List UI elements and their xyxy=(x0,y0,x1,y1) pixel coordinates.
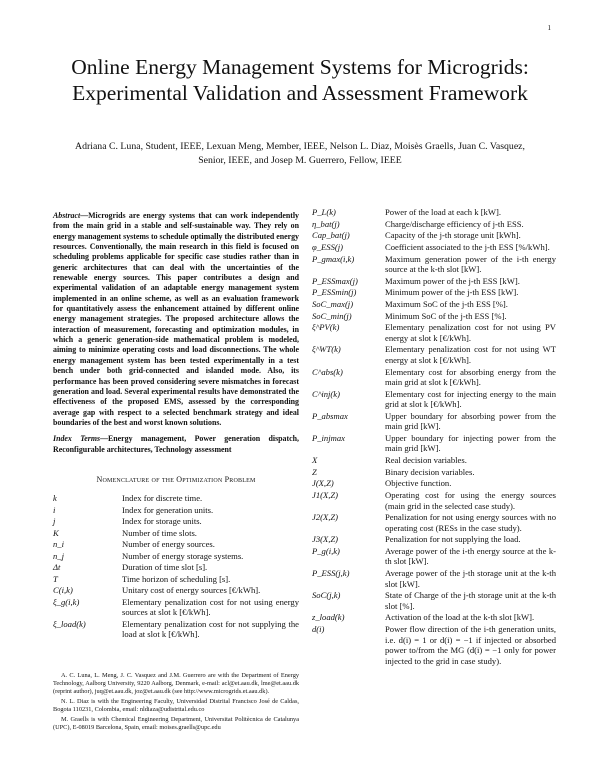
nomenclature-symbol: ξ_load(k) xyxy=(53,618,86,629)
nomenclature-row xyxy=(312,624,556,666)
nomenclature-row xyxy=(312,389,556,410)
nomenclature-definition: Number of energy storage systems. xyxy=(122,550,244,561)
nomenclature-row xyxy=(312,467,556,478)
nomenclature-definition: Elementary penalization cost for not using PV energy at slot k [€/kWh]. xyxy=(385,322,556,343)
nomenclature-symbol: T xyxy=(53,573,58,584)
nomenclature-row xyxy=(312,287,556,298)
nomenclature-symbol: J3(X,Z) xyxy=(312,534,339,545)
nomenclature-symbol: j xyxy=(53,516,56,527)
nomenclature-row xyxy=(312,534,556,545)
nomenclature-definition: Minimum power of the j-th ESS [kW]. xyxy=(385,287,519,298)
nomenclature-row xyxy=(312,367,556,388)
left-column xyxy=(53,211,299,641)
nomenclature-definition: Capacity of the j-th storage unit [kWh]. xyxy=(385,230,521,241)
nomenclature-symbol: ξ^PV(k) xyxy=(312,322,340,333)
nomenclature-row xyxy=(53,619,299,640)
nomenclature-definition: Maximum generation power of the i-th energy source at the k-th slot [kW]. xyxy=(385,253,556,275)
nomenclature-definition: Elementary penalization cost for not supplying the load at slot k [€/kWh]. xyxy=(122,618,299,640)
nomenclature-symbol: n_j xyxy=(53,550,64,561)
nomenclature-row xyxy=(53,528,299,539)
nomenclature-row xyxy=(312,254,556,275)
nomenclature-definition: Elementary penalization cost for not using WT energy at slot k [€/kWh]. xyxy=(385,344,556,365)
nomenclature-row xyxy=(53,574,299,585)
nomenclature-symbol: P_injmax xyxy=(312,432,345,443)
page-number: 1 xyxy=(547,24,551,32)
nomenclature-definition: Real decision variables. xyxy=(385,455,467,466)
nomenclature-symbol: P_ESS(j,k) xyxy=(312,568,350,579)
nomenclature-row xyxy=(312,546,556,567)
nomenclature-symbol: P_ESSmax(j) xyxy=(312,275,358,286)
nomenclature-symbol: SoC_min(j) xyxy=(312,310,352,321)
index-terms-label: Index Terms xyxy=(53,434,101,444)
nomenclature-row xyxy=(312,612,556,623)
nomenclature-row xyxy=(53,585,299,596)
nomenclature-definition: Maximum power of the j-th ESS [kW]. xyxy=(385,275,520,286)
nomenclature-row xyxy=(312,242,556,253)
nomenclature-heading: Nomenclature of the Optimization Problem xyxy=(96,474,256,484)
nomenclature-symbol: ξ^WT(k) xyxy=(312,344,341,355)
nomenclature-symbol: K xyxy=(53,527,59,538)
nomenclature-symbol: P_gmax(i,k) xyxy=(312,253,355,264)
nomenclature-row xyxy=(312,433,556,454)
nomenclature-row xyxy=(312,230,556,241)
nomenclature-definition: Index for discrete time. xyxy=(122,493,203,504)
nomenclature-symbol: η_bat(j) xyxy=(312,218,340,229)
nomenclature-symbol: Cap_bat(j) xyxy=(312,230,350,241)
nomenclature-symbol: SoC_max(j) xyxy=(312,298,354,309)
nomenclature-symbol: n_i xyxy=(53,539,64,550)
nomenclature-row xyxy=(312,512,556,533)
nomenclature-definition: Number of energy sources. xyxy=(122,539,215,550)
nomenclature-row xyxy=(312,311,556,322)
nomenclature-symbol: d(i) xyxy=(312,624,325,635)
author-list: Adriana C. Luna, Student, IEEE, Lexuan Meng, Member, IEEE, Nelson L. Diaz, Moisès Graells, Juan C. Vasquez, Senior, IEEE, and Josep M. Guerrero, Fellow, IEEE xyxy=(75,141,525,166)
nomenclature-definition: Upper boundary for absorbing power from the main grid [kW]. xyxy=(385,410,556,432)
nomenclature-definition: Elementary penalization cost for not using energy sources at slot k [€/kWh]. xyxy=(122,596,299,618)
nomenclature-symbol: C^abs(k) xyxy=(312,366,343,377)
nomenclature-definition: Charge/discharge efficiency of j-th ESS. xyxy=(385,218,524,229)
nomenclature-definition: Upper boundary for injecting power from the main grid [kW]. xyxy=(385,432,556,454)
nomenclature-definition: Power flow direction of the i-th generation units, i.e. d(i) = 1 or d(i) = −1 if injected or absorbed power to/from the MG (d(i) = −1 only for power injected to the grid in case study). xyxy=(385,624,556,666)
nomenclature-symbol: P_ESSmin(j) xyxy=(312,287,357,298)
nomenclature-row xyxy=(312,322,556,343)
index-terms-text: —Energy management, Power generation dispatch, Reconfigurable architectures, Technology assessment xyxy=(53,434,299,454)
nomenclature-definition: Index for generation units. xyxy=(122,504,214,515)
nomenclature-symbol: i xyxy=(53,504,56,515)
nomenclature-row xyxy=(312,568,556,589)
nomenclature-definition: Maximum SoC of the j-th ESS [%]. xyxy=(385,298,508,309)
nomenclature-definition: Power of the load at each k [kW]. xyxy=(385,207,501,217)
nomenclature-row xyxy=(312,411,556,432)
nomenclature-symbol: SoC(j,k) xyxy=(312,590,341,601)
nomenclature-row xyxy=(312,276,556,287)
nomenclature-definition: Minimum SoC of the j-th ESS [%]. xyxy=(385,310,507,321)
nomenclature-symbol: Z xyxy=(312,466,317,477)
nomenclature-symbol: J2(X,Z) xyxy=(312,512,339,523)
nomenclature-row xyxy=(312,207,556,218)
nomenclature-row xyxy=(53,562,299,573)
nomenclature-row xyxy=(312,478,556,489)
nomenclature-symbol: C^inj(k) xyxy=(312,388,340,399)
nomenclature-definition: Penalization for not supplying the load. xyxy=(385,534,521,545)
nomenclature-symbol: P_absmax xyxy=(312,410,348,421)
nomenclature-definition: Index for storage units. xyxy=(122,516,202,527)
nomenclature-row xyxy=(53,551,299,562)
nomenclature-left-list xyxy=(53,493,299,640)
nomenclature-symbol: J1(X,Z) xyxy=(312,490,339,501)
nomenclature-symbol: P_L(k) xyxy=(312,207,336,217)
nomenclature-row xyxy=(312,219,556,230)
nomenclature-symbol: J(X,Z) xyxy=(312,478,334,489)
nomenclature-definition: Average power of the i-th energy source at the k-th slot [kW]. xyxy=(385,545,556,567)
nomenclature-row xyxy=(312,344,556,365)
nomenclature-definition: Activation of the load at the k-th slot [kW]. xyxy=(385,612,535,623)
nomenclature-symbol: φ_ESS(j) xyxy=(312,241,344,252)
nomenclature-definition: Objective function. xyxy=(385,478,452,489)
nomenclature-symbol: ξ_g(i,k) xyxy=(53,596,80,607)
nomenclature-definition: Duration of time slot [s]. xyxy=(122,562,208,573)
footnote-affiliation-aau: A. C. Luna, L. Meng, J. C. Vasquez and J.M. Guerrero are with the Department of Energy Technology, Aalborg University, 9220 Aalborg, Denmark, e-mail: acl@et.aau.dk, lme@et.aau.dk (reprint author), juq@et.aau.dk, joz@et.aau.dk (see http://www.microgrids.et.aau.dk). xyxy=(53,672,299,696)
nomenclature-definition: Average power of the j-th storage unit at the k-th slot [kW]. xyxy=(385,568,556,589)
nomenclature-definition: Unitary cost of energy sources [€/kWh]. xyxy=(122,585,261,596)
footnote-affiliation-upc: M. Graells is with Chemical Engineering Department, Universitat Politècnica de Catalunya (UPC), E-08019 Barcelona, Spain, email: moises.graells@upc.edu xyxy=(53,716,299,732)
nomenclature-right-list xyxy=(312,207,556,666)
nomenclature-row xyxy=(53,516,299,527)
abstract xyxy=(53,211,299,428)
abstract-label: Abstract xyxy=(53,211,81,220)
nomenclature-definition: Operating cost for using the energy sources (main grid in the selected case study). xyxy=(385,490,556,511)
nomenclature-row xyxy=(53,539,299,550)
nomenclature-definition: State of Charge of the j-th storage unit at the k-th slot [%]. xyxy=(385,590,556,611)
nomenclature-symbol: k xyxy=(53,493,57,504)
nomenclature-row xyxy=(53,597,299,618)
abstract-text: —Microgrids are energy systems that can work independently from the main grid in a stable and self-sustainable way. They rely on energy management systems to schedule optimally the distributed energy resources. Conventionally, the main research in this field is focused on scheduling problems applicable for specific case studies rather than in generic architectures that can deal with the uncertainties of the renewable energy sources. This paper contributes a design and experimental validation of an adaptable energy management system implemented in an online scheme, as well as an evaluation framework for quantitatively assess the enhancement attained by different online energy management strategies. The proposed architecture allows the interaction of measurement, forecasting and optimization modules, in which a generic generation-side mathematical problem is modeled, aiming to minimize operating costs and load disconnections. The whole energy management system has been tested experimentally in a test bench under both grid-connected and islanded mode. Also, its performance has been proved considering severe mismatches in forecast generation and load. Several experimental results have demonstrated the effectiveness of the proposed EMS, assessed by the corresponding average gap with respect to a selected benchmark strategy and ideal boundaries of the best and worst known solutions. xyxy=(53,211,299,427)
nomenclature-definition: Binary decision variables. xyxy=(385,466,475,477)
nomenclature-row xyxy=(53,505,299,516)
nomenclature-symbol: P_g(i,k) xyxy=(312,545,340,556)
nomenclature-row xyxy=(312,455,556,466)
nomenclature-definition: Penalization for not using energy sources with no operating cost (RESs in the case study). xyxy=(385,512,556,533)
nomenclature-symbol: C(i,k) xyxy=(53,585,73,596)
footnotes xyxy=(53,672,299,734)
nomenclature-symbol: X xyxy=(312,455,318,466)
footnote-affiliation-udistrital: N. L. Diaz is with the Engineering Faculty, Universidad Distrital Francisco José de Caldas, Bogota 110231, Colombia, email: nldiaza@udistrital.edu.co xyxy=(53,698,299,714)
nomenclature-definition: Elementary cost for absorbing energy from the main grid at slot k [€/kWh]. xyxy=(385,366,556,388)
nomenclature-row xyxy=(312,590,556,611)
nomenclature-definition: Number of time slots. xyxy=(122,527,197,538)
nomenclature-row xyxy=(53,493,299,504)
nomenclature-definition: Time horizon of scheduling [s]. xyxy=(122,573,231,584)
nomenclature-symbol: z_load(k) xyxy=(312,612,345,623)
index-terms xyxy=(53,434,299,455)
nomenclature-definition: Elementary cost for injecting energy to the main grid at slot k [€/kWh]. xyxy=(385,388,556,410)
nomenclature-definition: Coefficient associated to the j-th ESS [%/kWh]. xyxy=(385,241,550,252)
nomenclature-row xyxy=(312,299,556,310)
right-column xyxy=(312,207,556,667)
nomenclature-row xyxy=(312,490,556,511)
paper-title: Online Energy Management Systems for Microgrids: Experimental Validation and Assessment Framework xyxy=(71,55,529,105)
nomenclature-symbol: Δt xyxy=(53,562,61,573)
